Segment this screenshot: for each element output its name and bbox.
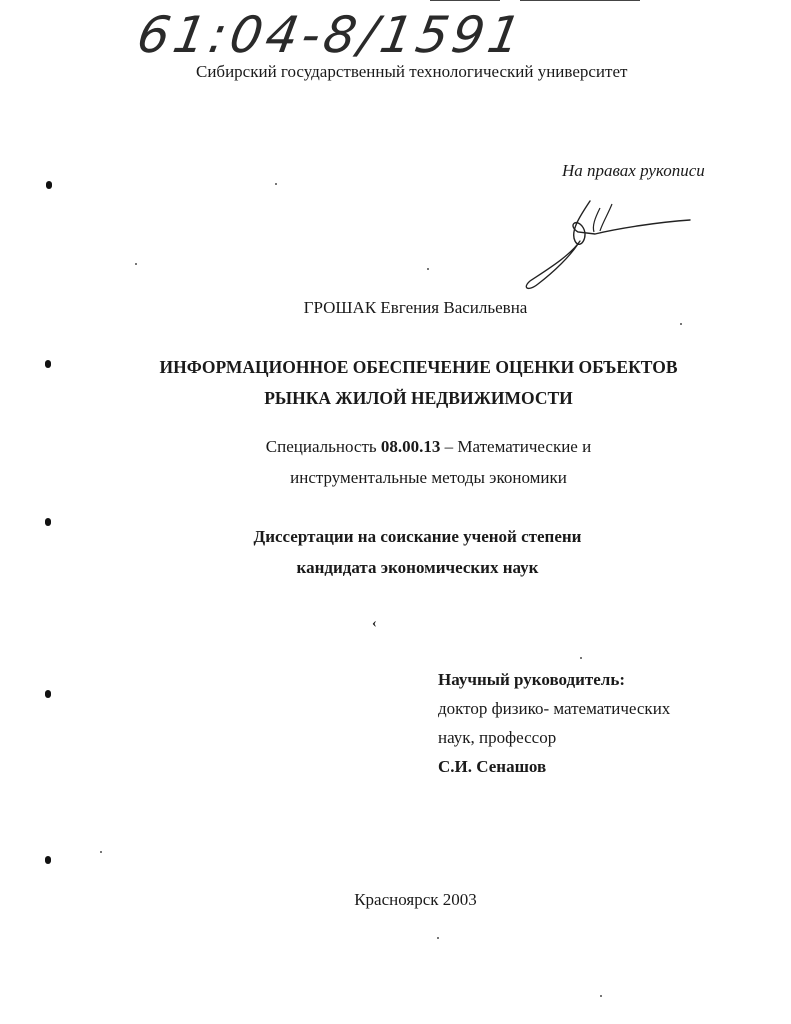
scan-speck (135, 263, 137, 265)
punch-hole (45, 518, 51, 526)
supervisor-block (438, 665, 670, 781)
scan-mark: ‹ (372, 616, 377, 631)
scan-speck (100, 851, 102, 853)
title-line-1: ИНФОРМАЦИОННОЕ ОБЕСПЕЧЕНИЕ ОЦЕНКИ ОБЪЕКТОВ (159, 357, 678, 377)
scan-speck (275, 183, 277, 185)
author-name: ГРОШАК Евгения Васильевна (303, 298, 528, 317)
scan-speck (580, 657, 582, 659)
scan-edge-line (520, 0, 640, 1)
scan-speck (437, 937, 439, 939)
scan-speck (680, 323, 682, 325)
supervisor-degree-line-2: наук, профессор (438, 728, 557, 747)
punch-hole (45, 360, 51, 368)
degree-line-2: кандидата экономических наук (296, 558, 539, 577)
punch-hole (46, 181, 52, 189)
specialty-line-1 (33, 431, 791, 462)
scan-speck (427, 268, 429, 270)
supervisor-heading: Научный руководитель: (438, 670, 625, 689)
supervisor-name: С.И. Сенашов (438, 757, 547, 776)
manuscript-rights-note: На правах рукописи (562, 161, 705, 180)
city-year: Красноярск 2003 (354, 890, 477, 909)
specialty-prefix: Специальность (265, 437, 381, 456)
archive-code-handwritten: 61:04-8/1591 (132, 6, 530, 64)
dissertation-title (23, 352, 791, 414)
supervisor-degree-line-1: доктор физико- математических (438, 699, 671, 718)
title-line-2: РЫНКА ЖИЛОЙ НЕДВИЖИМОСТИ (264, 388, 573, 408)
punch-hole (45, 690, 51, 698)
scan-speck (600, 995, 602, 997)
punch-hole (45, 856, 51, 864)
degree-block (22, 521, 791, 583)
author-signature (520, 196, 700, 296)
scan-edge-line (430, 0, 500, 1)
specialty-block (33, 431, 791, 493)
specialty-line-2: инструментальные методы экономики (290, 468, 567, 487)
specialty-name-part: – Математические и (440, 437, 592, 456)
specialty-code: 08.00.13 (380, 437, 441, 456)
university-name: Сибирский государственный технологический университет (196, 62, 628, 81)
degree-line-1: Диссертации на соискание ученой степени (253, 527, 582, 546)
